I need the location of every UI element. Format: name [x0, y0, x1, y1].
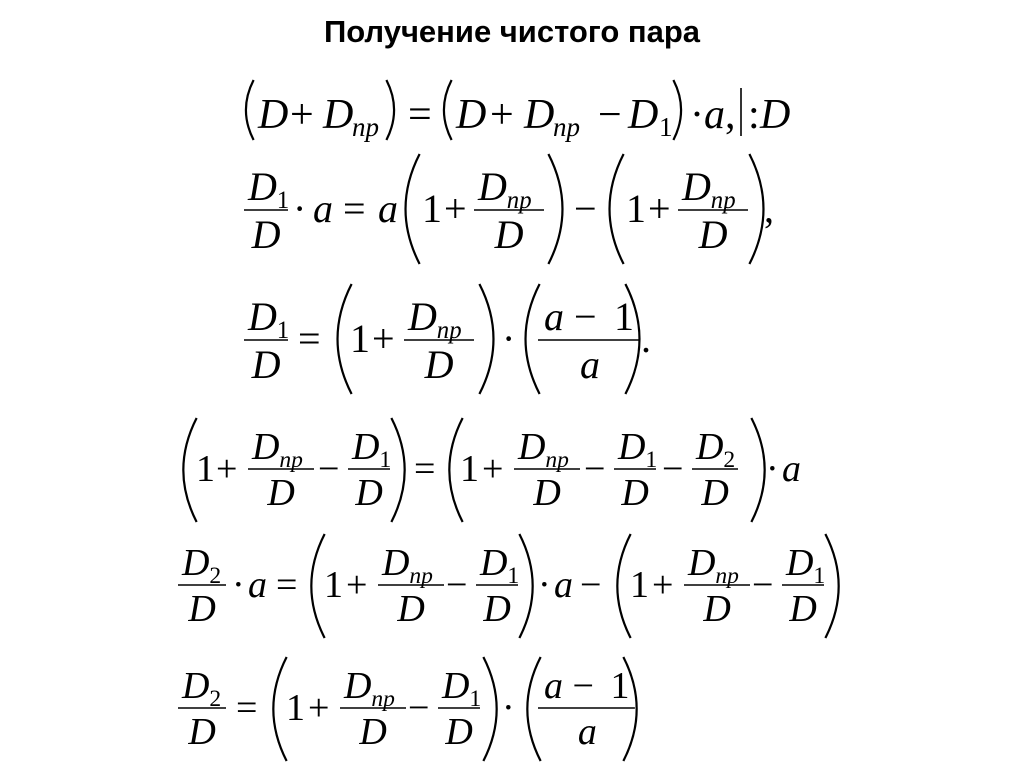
- subscript: 2: [209, 563, 222, 589]
- denominator-d: D: [621, 472, 649, 515]
- minus-sign: −: [318, 448, 340, 490]
- equation-4: [183, 418, 801, 522]
- equals-sign: =: [276, 564, 298, 606]
- period: .: [641, 316, 651, 361]
- var-a: a: [782, 448, 801, 490]
- denominator-d: D: [703, 588, 731, 631]
- numerator-d: D: [688, 542, 716, 584]
- subscript: 2: [723, 447, 736, 473]
- subscript: 1: [469, 686, 482, 712]
- numerator-d: D: [352, 426, 380, 468]
- right-paren: [749, 154, 763, 264]
- left-paren: [526, 284, 540, 394]
- denominator-d: D: [359, 711, 387, 754]
- subscript: пр: [545, 447, 569, 473]
- slide-title: Получение чистого пара: [323, 14, 701, 49]
- left-paren: [183, 418, 196, 522]
- subscript: 1: [507, 563, 520, 589]
- minus-sign: −: [574, 186, 597, 231]
- minus-sign: −: [574, 294, 597, 339]
- subscript: пр: [710, 187, 736, 214]
- numerator-d: D: [442, 665, 470, 707]
- left-paren: [311, 534, 324, 638]
- left-paren: [273, 657, 286, 761]
- left-paren: [444, 80, 452, 140]
- equation-1: [246, 80, 790, 142]
- digit-one: 1: [614, 294, 634, 339]
- plus-sign: +: [308, 687, 330, 729]
- equals-sign: =: [343, 186, 366, 231]
- left-paren: [406, 154, 420, 264]
- var-a: a: [704, 92, 725, 138]
- digit-one: 1: [196, 448, 215, 490]
- var-a: a: [577, 711, 597, 754]
- denominator-d: D: [533, 472, 561, 515]
- colon: :: [748, 92, 760, 138]
- numerator-d: D: [382, 542, 410, 584]
- minus-sign: −: [662, 448, 684, 490]
- equation-3: [244, 284, 651, 394]
- left-paren: [527, 657, 540, 761]
- dot-operator: ·: [293, 186, 307, 231]
- var-d: D: [524, 92, 555, 138]
- plus-sign: +: [444, 186, 467, 231]
- digit-one: 1: [626, 186, 646, 231]
- var-a: a: [313, 186, 333, 231]
- var-a: a: [248, 564, 267, 606]
- right-paren: [479, 284, 493, 394]
- equation-6: [178, 657, 637, 761]
- numerator-d: D: [696, 426, 724, 468]
- equals-sign: =: [298, 316, 321, 361]
- var-a: a: [554, 564, 573, 606]
- numerator-d: D: [478, 164, 507, 209]
- subscript: 1: [276, 187, 290, 214]
- digit-one: 1: [350, 316, 370, 361]
- denominator-d: D: [188, 711, 216, 754]
- comma: ,: [725, 92, 736, 138]
- denominator-d: D: [251, 342, 281, 387]
- equals-sign: =: [408, 92, 432, 138]
- subscript-np: пр: [553, 112, 580, 142]
- left-paren: [610, 154, 624, 264]
- plus-sign: +: [490, 92, 514, 138]
- left-paren: [246, 80, 254, 140]
- subscript: пр: [371, 686, 395, 712]
- denominator-d: D: [698, 212, 728, 257]
- plus-sign: +: [290, 92, 314, 138]
- dot-operator: ·: [538, 564, 551, 606]
- right-paren: [673, 80, 681, 140]
- denominator-d: D: [701, 472, 729, 515]
- dot-operator: ·: [232, 564, 245, 606]
- right-paren: [519, 534, 532, 638]
- numerator-d: D: [618, 426, 646, 468]
- subscript: 1: [813, 563, 826, 589]
- numerator-d: D: [182, 542, 210, 584]
- plus-sign: +: [216, 448, 238, 490]
- numerator-d: D: [248, 164, 277, 209]
- minus-sign: −: [408, 687, 430, 729]
- minus-sign: −: [752, 564, 774, 606]
- right-paren: [548, 154, 562, 264]
- denominator-d: D: [397, 588, 425, 631]
- numerator-d: D: [682, 164, 711, 209]
- var-a: a: [378, 186, 398, 231]
- equation-5: [178, 534, 839, 638]
- var-a: a: [544, 294, 564, 339]
- dot-operator: ·: [502, 687, 515, 729]
- digit-one: 1: [422, 186, 442, 231]
- denominator-d: D: [445, 711, 473, 754]
- plus-sign: +: [372, 316, 395, 361]
- numerator-d: D: [182, 665, 210, 707]
- numerator-d: D: [480, 542, 508, 584]
- comma: ,: [764, 186, 774, 231]
- subscript: 1: [379, 447, 392, 473]
- digit-one: 1: [460, 448, 479, 490]
- subscript: пр: [409, 563, 433, 589]
- minus-sign: −: [580, 564, 602, 606]
- var-d: D: [760, 92, 791, 138]
- equals-sign: =: [236, 687, 258, 729]
- denominator-d: D: [267, 472, 295, 515]
- digit-one: 1: [610, 665, 630, 707]
- subscript: пр: [715, 563, 739, 589]
- right-paren: [391, 418, 404, 522]
- digit-one: 1: [324, 564, 343, 606]
- numerator-d: D: [344, 665, 372, 707]
- subscript: пр: [436, 317, 462, 344]
- denominator-d: D: [188, 588, 216, 631]
- var-a: a: [544, 665, 563, 707]
- var-d: D: [258, 92, 289, 138]
- plus-sign: +: [652, 564, 674, 606]
- minus-sign: −: [598, 92, 622, 138]
- denominator-d: D: [789, 588, 817, 631]
- right-paren: [825, 534, 838, 638]
- equation-2: [244, 154, 774, 264]
- equals-sign: =: [414, 448, 436, 490]
- left-paren: [617, 534, 630, 638]
- subscript: пр: [506, 187, 532, 214]
- denominator-d: D: [251, 212, 281, 257]
- subscript-np: пр: [352, 112, 379, 142]
- digit-one: 1: [286, 687, 305, 729]
- right-paren: [751, 418, 764, 522]
- dot-operator: ·: [766, 448, 779, 490]
- plus-sign: +: [346, 564, 368, 606]
- var-a: a: [580, 342, 600, 387]
- right-paren: [386, 80, 394, 140]
- var-d: D: [323, 92, 354, 138]
- numerator-d: D: [248, 294, 277, 339]
- dot-operator: ·: [502, 316, 516, 361]
- denominator-d: D: [483, 588, 511, 631]
- minus-sign: −: [572, 665, 594, 707]
- plus-sign: +: [648, 186, 671, 231]
- denominator-d: D: [424, 342, 454, 387]
- denominator-d: D: [494, 212, 524, 257]
- minus-sign: −: [584, 448, 606, 490]
- numerator-d: D: [252, 426, 280, 468]
- subscript: 1: [276, 317, 290, 344]
- digit-one: 1: [630, 564, 649, 606]
- numerator-d: D: [786, 542, 814, 584]
- subscript: пр: [279, 447, 303, 473]
- plus-sign: +: [482, 448, 504, 490]
- right-paren: [483, 657, 496, 761]
- var-d: D: [456, 92, 487, 138]
- var-d: D: [628, 92, 659, 138]
- dot-operator: ·: [690, 92, 704, 138]
- numerator-d: D: [408, 294, 437, 339]
- minus-sign: −: [446, 564, 468, 606]
- denominator-d: D: [355, 472, 383, 515]
- numerator-d: D: [518, 426, 546, 468]
- subscript: 1: [645, 447, 658, 473]
- subscript: 2: [209, 686, 222, 712]
- subscript-one: 1: [659, 112, 673, 142]
